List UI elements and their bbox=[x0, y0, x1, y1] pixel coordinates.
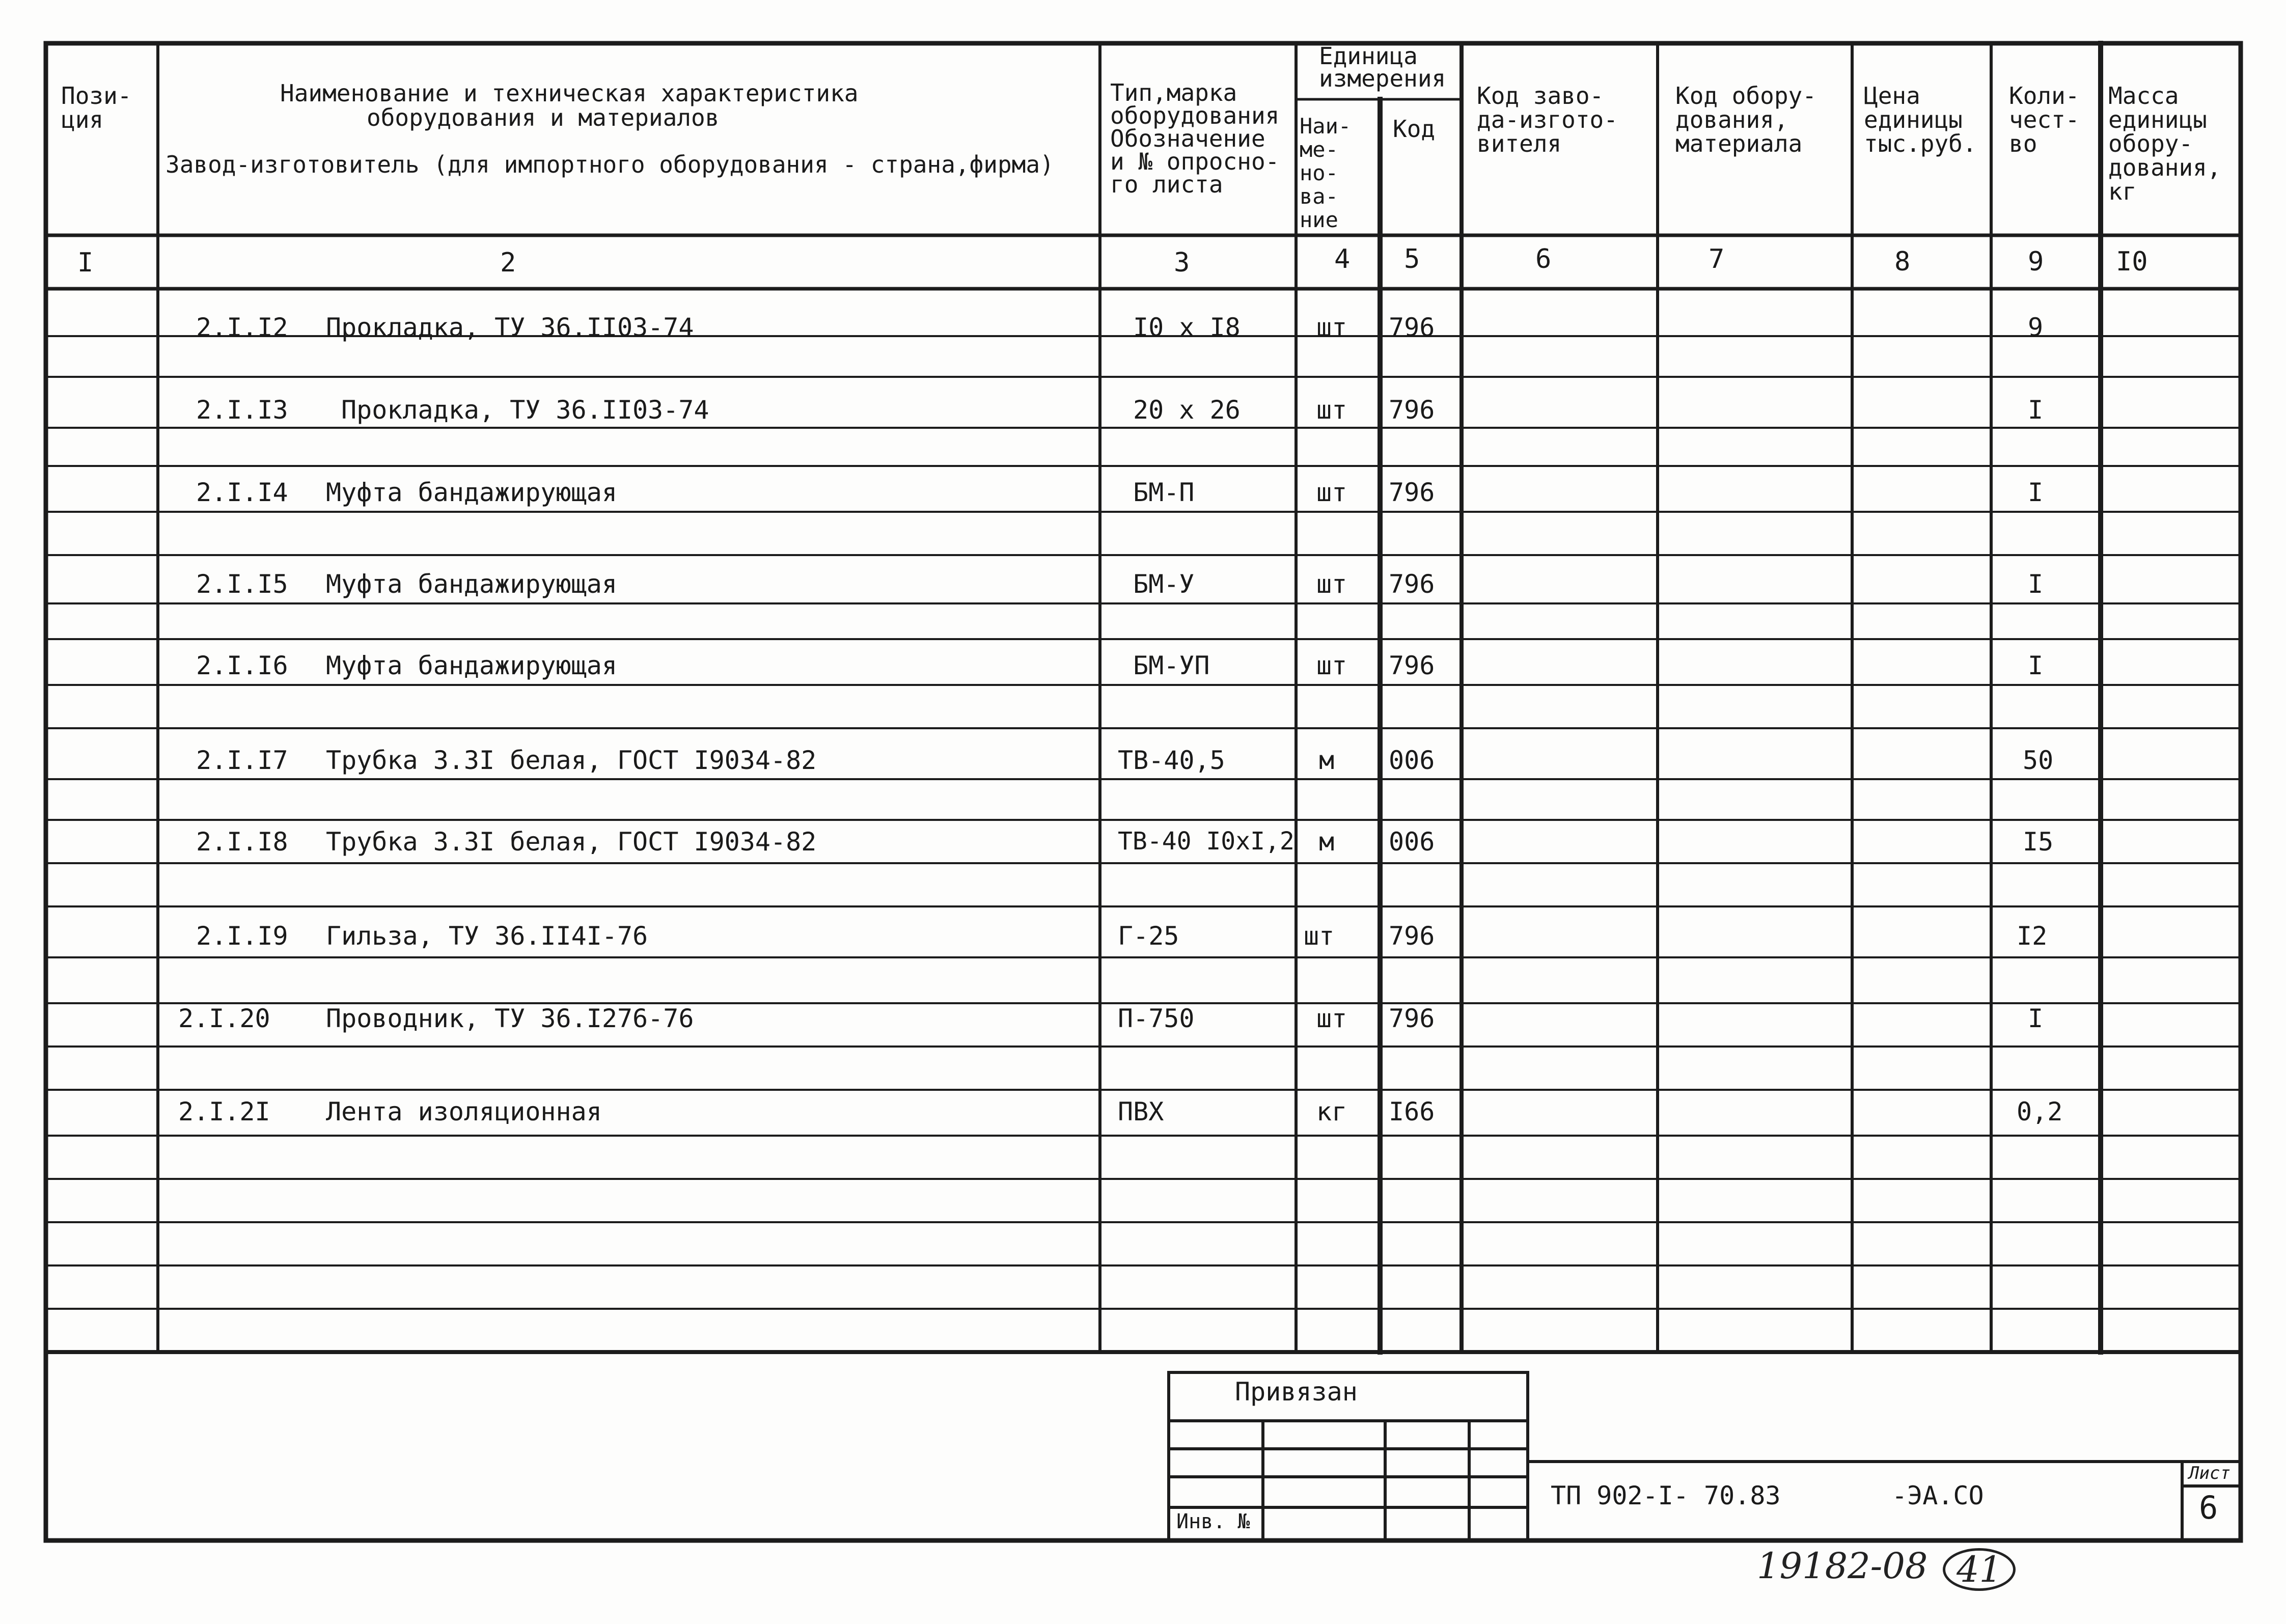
row-type: ТВ-40,5 bbox=[1118, 746, 1225, 775]
header-name-line2: оборудования и материалов bbox=[367, 104, 720, 131]
sheet-label: Лист bbox=[2189, 1463, 2230, 1483]
row-position: 2.I.I8 bbox=[196, 827, 288, 857]
row-type: ТВ-40 I0xI,2 bbox=[1118, 827, 1295, 856]
column-number-3: 3 bbox=[1174, 247, 1190, 278]
row-position: 2.I.I5 bbox=[196, 569, 288, 599]
row-quantity: I2 bbox=[2017, 921, 2048, 951]
column-number-1: I bbox=[77, 247, 94, 278]
row-unit-code: I66 bbox=[1389, 1097, 1435, 1126]
row-type: Г-25 bbox=[1118, 921, 1179, 951]
row-unit: шт bbox=[1316, 478, 1347, 507]
row-unit-code: 796 bbox=[1389, 569, 1435, 599]
row-unit: м bbox=[1319, 827, 1335, 857]
row-unit-code: 796 bbox=[1389, 395, 1435, 425]
bound-label: Привязан bbox=[1235, 1377, 1358, 1407]
row-type: ПВХ bbox=[1118, 1097, 1164, 1126]
header-unit-name: Наи- ме- но- ва- ние bbox=[1300, 114, 1352, 232]
row-name: Трубка 3.3I белая, ГОСТ I9034-82 bbox=[326, 746, 817, 775]
row-unit-code: 006 bbox=[1389, 827, 1435, 857]
row-quantity: I bbox=[2028, 1004, 2044, 1033]
row-unit-code: 796 bbox=[1389, 1004, 1435, 1033]
sheet-number: 6 bbox=[2199, 1489, 2218, 1526]
row-type: 20 x 26 bbox=[1133, 395, 1241, 425]
row-position: 2.I.I3 bbox=[196, 395, 288, 425]
column-number-2: 2 bbox=[500, 247, 516, 278]
column-number-9: 9 bbox=[2028, 246, 2044, 277]
header-manufacturer-code: Код заво- да-изгото- вителя bbox=[1477, 82, 1618, 157]
row-unit: шт bbox=[1316, 313, 1347, 342]
row-unit-code: 796 bbox=[1389, 313, 1435, 342]
row-quantity: I5 bbox=[2023, 827, 2054, 857]
row-type: БМ-П bbox=[1133, 478, 1195, 507]
row-unit: шт bbox=[1316, 569, 1347, 599]
row-type: П-750 bbox=[1118, 1004, 1195, 1033]
row-unit-code: 796 bbox=[1389, 651, 1435, 680]
column-number-10: I0 bbox=[2116, 246, 2148, 277]
row-name: Прокладка, ТУ 36.II03-74 bbox=[341, 395, 709, 425]
row-unit-code: 796 bbox=[1389, 921, 1435, 951]
row-quantity: 50 bbox=[2023, 746, 2054, 775]
row-quantity: I bbox=[2028, 651, 2044, 680]
row-quantity: I bbox=[2028, 395, 2044, 425]
column-number-8: 8 bbox=[1894, 246, 1911, 277]
row-unit-code: 006 bbox=[1389, 746, 1435, 775]
column-number-7: 7 bbox=[1709, 244, 1725, 274]
header-name-line3: Завод-изготовитель (для импортного оборудования - страна,фирма) bbox=[166, 151, 1054, 178]
document-code-suffix: -ЭА.СО bbox=[1892, 1481, 1984, 1510]
row-name: Трубка 3.3I белая, ГОСТ I9034-82 bbox=[326, 827, 817, 857]
row-type: БМ-УП bbox=[1133, 651, 1210, 680]
row-name: Гильза, ТУ 36.II4I-76 bbox=[326, 921, 648, 951]
row-position: 2.I.I7 bbox=[196, 746, 288, 775]
handwritten-circled-number: 41 bbox=[1943, 1548, 2016, 1591]
row-quantity: I bbox=[2028, 478, 2044, 507]
header-position: Пози- ция bbox=[61, 82, 132, 133]
column-number-4: 4 bbox=[1334, 244, 1351, 274]
row-type: БМ-У bbox=[1133, 569, 1195, 599]
header-unit-code: Код bbox=[1393, 115, 1436, 143]
header-unit-price: Цена единицы тыс.руб. bbox=[1864, 82, 1977, 157]
row-position: 2.I.2I bbox=[178, 1097, 270, 1126]
row-position: 2.I.I6 bbox=[196, 651, 288, 680]
row-name: Проводник, ТУ 36.I276-76 bbox=[326, 1004, 694, 1033]
row-position: 2.I.I9 bbox=[196, 921, 288, 951]
header-type: Тип,марка оборудования Обозначение и № опросно- го листа bbox=[1110, 79, 1280, 198]
row-unit: шт bbox=[1316, 651, 1347, 680]
row-position: 2.I.I2 bbox=[196, 313, 288, 342]
row-position: 2.I.I4 bbox=[196, 478, 288, 507]
row-unit: м bbox=[1319, 746, 1335, 775]
row-unit: шт bbox=[1316, 395, 1347, 425]
handwritten-archive-number: 19182-08 bbox=[1757, 1545, 1928, 1587]
row-type: I0 x I8 bbox=[1133, 313, 1241, 342]
column-number-5: 5 bbox=[1404, 244, 1420, 274]
row-position: 2.I.20 bbox=[178, 1004, 270, 1033]
column-number-6: 6 bbox=[1535, 244, 1552, 274]
header-name-line1: Наименование и техническая характеристика bbox=[280, 79, 859, 107]
header-material-code: Код обору- дования, материала bbox=[1675, 82, 1816, 157]
row-quantity: 9 bbox=[2028, 313, 2044, 342]
document-code: ТП 902-I- 70.83 bbox=[1551, 1481, 1781, 1510]
header-quantity: Коли- чест- во bbox=[2009, 82, 2080, 157]
row-unit: кг bbox=[1316, 1097, 1347, 1126]
row-name: Муфта бандажирующая bbox=[326, 478, 617, 507]
row-quantity: 0,2 bbox=[2017, 1097, 2063, 1126]
row-name: Лента изоляционная bbox=[326, 1097, 602, 1126]
header-unit-group: Единица измерения bbox=[1319, 42, 1446, 92]
header-unit-mass: Масса единицы обору- дования, кг bbox=[2108, 82, 2221, 205]
inventory-number-label: Инв. № bbox=[1176, 1510, 1250, 1533]
row-name: Муфта бандажирующая bbox=[326, 569, 617, 599]
row-unit-code: 796 bbox=[1389, 478, 1435, 507]
row-name: Муфта бандажирующая bbox=[326, 651, 617, 680]
row-unit: шт bbox=[1304, 921, 1335, 951]
row-quantity: I bbox=[2028, 569, 2044, 599]
row-unit: шт bbox=[1316, 1004, 1347, 1033]
row-name: Прокладка, ТУ 36.II03-74 bbox=[326, 313, 694, 342]
